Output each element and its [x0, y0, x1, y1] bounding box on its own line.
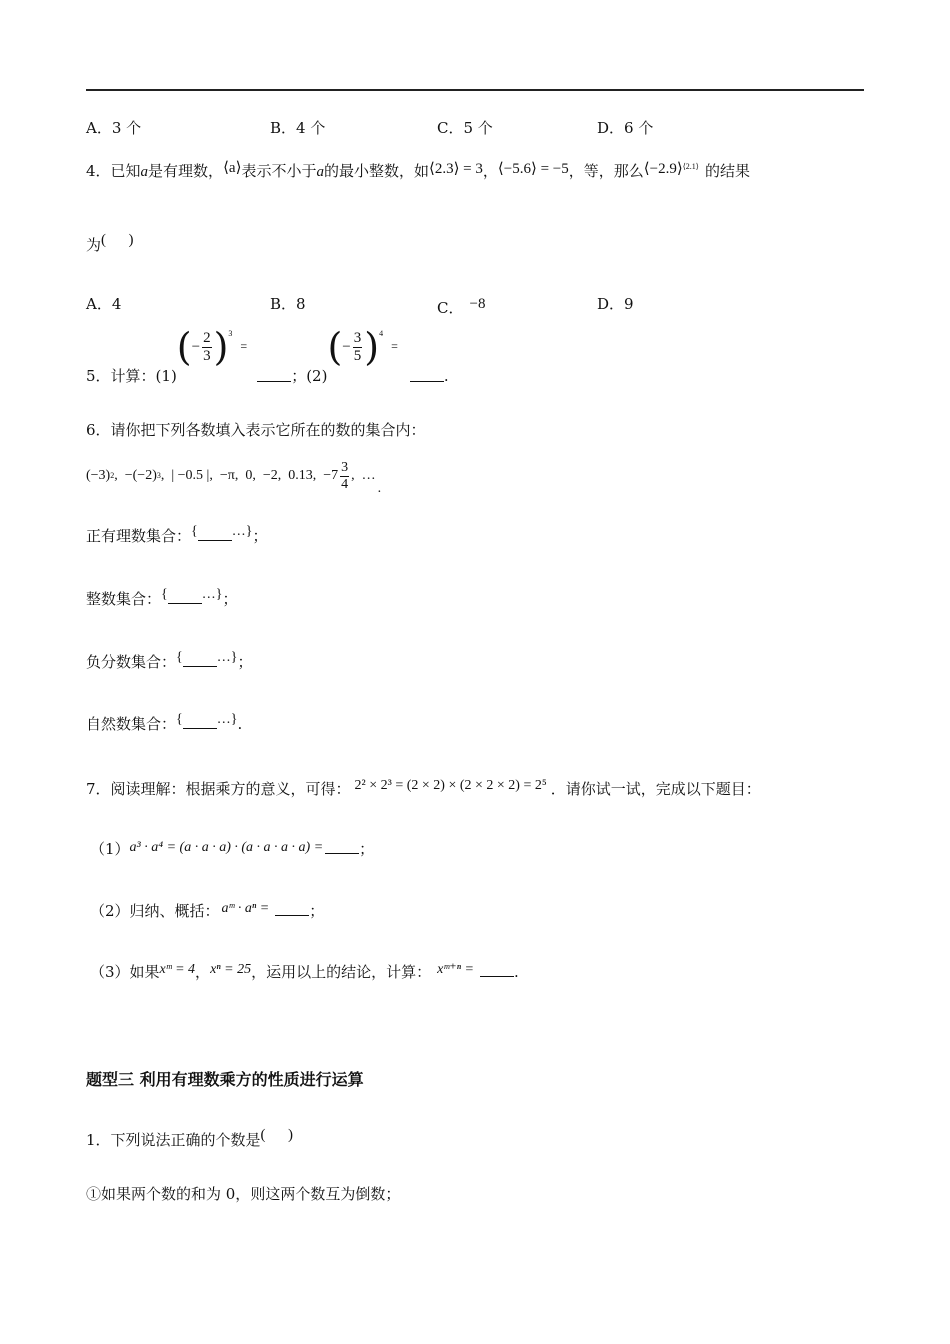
- set-positive-rational: 正有理数集合：{ …}；: [86, 524, 268, 545]
- question-7-part-1: （1）a³ · a⁴ = (a · a · a) · (a · a · a · a) = ；: [90, 840, 375, 858]
- section3-statement-1: ①如果两个数的和为 0，则这两个数互为倒数；: [86, 1185, 401, 1203]
- q3-option-c: C．5 个: [437, 119, 493, 137]
- set-negative-fractions: 负分数集合：{ …}；: [86, 650, 253, 671]
- set-integers: 整数集合：{ …}；: [86, 587, 238, 608]
- answer-blank-set-2[interactable]: [168, 591, 202, 604]
- answer-blank-set-3[interactable]: [183, 654, 217, 667]
- question-6-title: 6．请你把下列各数填入表示它所在的数的集合内：: [86, 421, 426, 439]
- answer-blank-q7-1[interactable]: [325, 841, 359, 854]
- question-4-line-2: 为( ): [86, 232, 134, 254]
- answer-blank-q7-2[interactable]: [275, 903, 309, 916]
- section-heading: 题型三 利用有理数乘方的性质进行运算: [86, 1070, 364, 1089]
- q3-option-d: D．6 个: [597, 119, 654, 137]
- question-7-part-2: （2）归纳、概括： aᵐ · aⁿ = ；: [90, 901, 325, 920]
- q4-option-b: B．8: [270, 295, 306, 313]
- question-7-title: 7．阅读理解：根据乘方的意义，可得： 2² × 2³ = (2 × 2) × (2 × 2 × 2) = 2⁵ ．请你试一试，完成以下题目：: [86, 778, 761, 798]
- q4-option-c: C． −8: [437, 296, 486, 317]
- fraction-3-4: $\frac{3}{4}$: [341, 460, 349, 492]
- question-4-line-1: 4．已知a是有理数，⟨a⟩表示不小于a的最小整数，如⟨2.3⟩ = 3，⟨−5.6⟩ = −5，等，那么⟨−2.9⟩$^{⟨2.1⟩}$ 的结果: [86, 160, 750, 180]
- question-5: 5．计算：(1) ( − $\frac{2}{3}$ ) 3 = ；(2) ( − $\frac{3}{5}$ ) 4 = .: [86, 325, 449, 385]
- q3-option-b: B．4 个: [270, 119, 326, 137]
- question-7-part-3: （3）如果xᵐ = 4，xⁿ = 25，运用以上的结论，计算： xᵐ⁺ⁿ = .: [90, 962, 519, 981]
- q4-option-d: D．9: [597, 295, 634, 313]
- q3-option-a: A．3 个: [86, 119, 142, 137]
- fraction-2-3: $\frac{2}{3}$: [203, 330, 211, 364]
- question-6-numbers: (−3) 2 , −(−2) 3 , | −0.5 |, −π, 0, −2, 0.13, −7 $\frac{3}{4}$ , … .: [86, 460, 382, 496]
- q4-option-a: A．4: [86, 295, 122, 313]
- answer-blank-q5-2[interactable]: [410, 369, 444, 382]
- header-rule: [86, 89, 864, 91]
- fraction-3-5: $\frac{3}{5}$: [353, 330, 362, 364]
- section3-question-1: 1．下列说法正确的个数是( ): [86, 1127, 294, 1149]
- answer-blank-q7-3[interactable]: [480, 964, 514, 977]
- answer-blank-set-4[interactable]: [183, 716, 217, 729]
- answer-blank-set-1[interactable]: [198, 528, 232, 541]
- set-natural-numbers: 自然数集合：{ …}.: [86, 712, 243, 733]
- answer-blank-q5-1[interactable]: [257, 369, 291, 382]
